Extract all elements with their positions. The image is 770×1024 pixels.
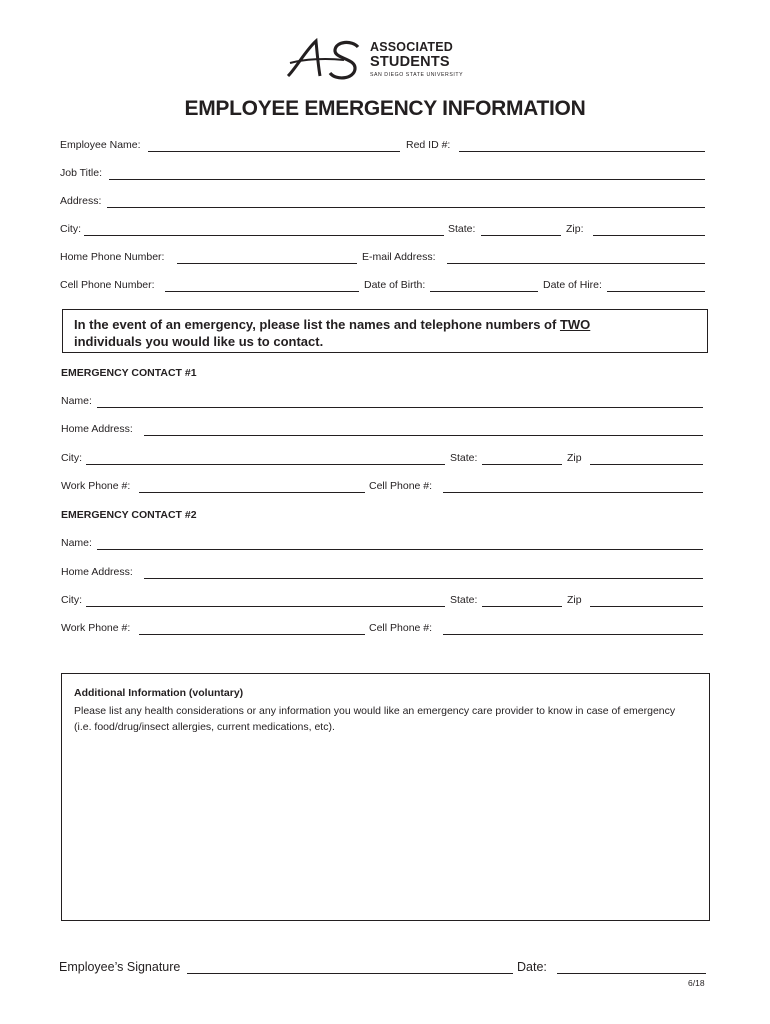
contact-1-work-phone-field[interactable] — [139, 492, 365, 493]
job-title-field[interactable] — [109, 179, 705, 180]
cell-phone-label: Cell Phone Number: — [60, 279, 155, 291]
contact-2-state-field[interactable] — [482, 606, 562, 607]
additional-info-instructions: Please list any health considerations or any information you would like an emergency care provider to know in case of emergency (i.e. food/drug/insect allergies, current medications, etc). — [74, 705, 676, 733]
red-id-label: Red ID #: — [406, 139, 451, 151]
instructions-emphasis: TWO — [559, 317, 591, 332]
city-label: City: — [60, 223, 81, 235]
contact-1-city-label: City: — [61, 452, 82, 464]
email-label: E-mail Address: — [362, 251, 436, 263]
contact-2-cell-phone-label: Cell Phone #: — [369, 622, 433, 634]
additional-info-title: Additional Information (voluntary) — [74, 687, 244, 699]
contact-1-state-label: State: — [450, 452, 478, 464]
signature-field[interactable] — [187, 973, 513, 974]
contact-2-work-phone-label: Work Phone #: — [61, 622, 131, 634]
contact-2-home-address-field[interactable] — [144, 578, 703, 579]
home-phone-label: Home Phone Number: — [60, 251, 165, 263]
instructions-box — [62, 309, 708, 353]
hire-date-label: Date of Hire: — [543, 279, 602, 291]
contact-1-city-field[interactable] — [86, 464, 445, 465]
job-title-label: Job Title: — [60, 167, 103, 179]
contact-1-state-field[interactable] — [482, 464, 562, 465]
instructions-text-start: In the event of an emergency, please list the names and telephone numbers of — [74, 317, 560, 332]
dob-label: Date of Birth: — [364, 279, 426, 291]
contact-1-work-phone-label: Work Phone #: — [61, 480, 131, 492]
contact-2-name-field[interactable] — [97, 549, 703, 550]
contact-2-work-phone-field[interactable] — [139, 634, 365, 635]
contact-1-name-field[interactable] — [97, 407, 703, 408]
contact-1-zip-field[interactable] — [590, 464, 703, 465]
employee-name-label: Employee Name: — [60, 139, 141, 151]
red-id-field[interactable] — [459, 151, 705, 152]
signature-label: Employee’s Signature — [59, 960, 181, 974]
contact-1-cell-phone-label: Cell Phone #: — [369, 480, 433, 492]
contact-2-heading: EMERGENCY CONTACT #2 — [61, 509, 197, 521]
state-label: State: — [448, 223, 476, 235]
city-field[interactable] — [84, 235, 444, 236]
contact-2-name-label: Name: — [61, 537, 92, 549]
instructions-text-end: individuals you would like us to contact. — [74, 334, 324, 349]
page-title: EMPLOYEE EMERGENCY INFORMATION — [184, 97, 586, 120]
logo-students-text: STUDENTS — [370, 54, 450, 70]
hire-date-field[interactable] — [607, 291, 705, 292]
signature-date-field[interactable] — [557, 973, 706, 974]
contact-1-heading: EMERGENCY CONTACT #1 — [61, 367, 197, 379]
signature-date-label: Date: — [517, 960, 547, 974]
logo-associated-text: ASSOCIATED — [370, 40, 454, 54]
associated-students-logo — [286, 38, 364, 82]
contact-2-cell-phone-field[interactable] — [443, 634, 703, 635]
employee-name-field[interactable] — [148, 151, 400, 152]
zip-label: Zip: — [566, 223, 584, 235]
cell-phone-field[interactable] — [165, 291, 359, 292]
instructions-text — [74, 316, 590, 350]
home-phone-field[interactable] — [177, 263, 357, 264]
contact-2-zip-field[interactable] — [590, 606, 703, 607]
state-field[interactable] — [481, 235, 561, 236]
contact-1-cell-phone-field[interactable] — [443, 492, 703, 493]
zip-field[interactable] — [593, 235, 705, 236]
contact-1-name-label: Name: — [61, 395, 92, 407]
contact-1-zip-label: Zip — [567, 452, 582, 464]
address-label: Address: — [60, 195, 102, 207]
dob-field[interactable] — [430, 291, 538, 292]
additional-info-box[interactable] — [61, 673, 710, 921]
contact-2-city-label: City: — [61, 594, 82, 606]
address-field[interactable] — [107, 207, 705, 208]
contact-1-home-address-label: Home Address: — [61, 423, 133, 435]
contact-2-zip-label: Zip — [567, 594, 582, 606]
contact-2-city-field[interactable] — [86, 606, 445, 607]
contact-1-home-address-field[interactable] — [144, 435, 703, 436]
contact-2-home-address-label: Home Address: — [61, 566, 133, 578]
contact-2-state-label: State: — [450, 594, 478, 606]
form-revision: 6/18 — [688, 978, 705, 988]
logo-university-text: SAN DIEGO STATE UNIVERSITY — [370, 72, 464, 78]
email-field[interactable] — [447, 263, 705, 264]
